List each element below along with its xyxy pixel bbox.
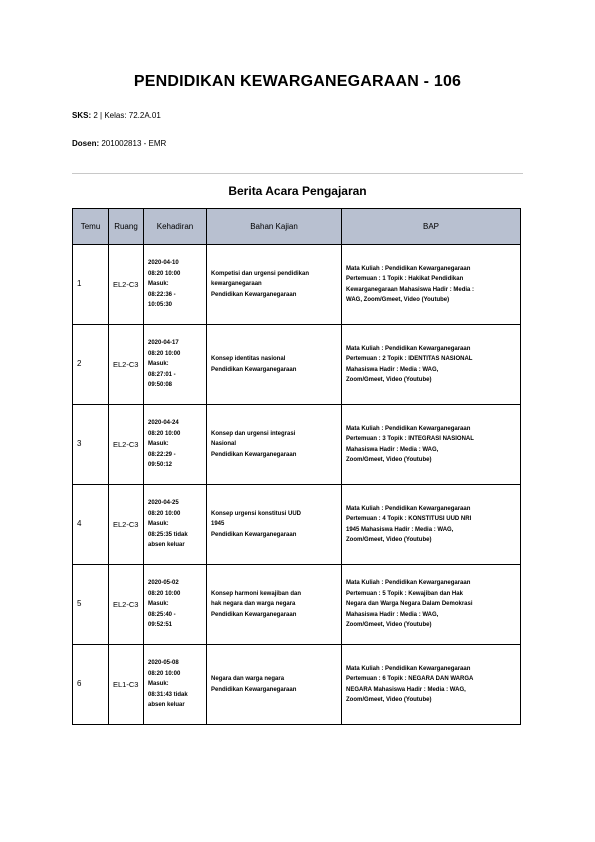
temu-cell: 6 (73, 645, 109, 725)
bahan-kajian-line: Pendidikan Kewarganegaraan (211, 451, 297, 458)
kehadiran-line: absen keluar (148, 702, 185, 709)
bap-line: Kewarganegaraan Mahasiswa Hadir : Media : (346, 286, 475, 293)
bahan-kajian-line: Pendidikan Kewarganegaraan (211, 686, 297, 693)
kehadiran-line: 2020-04-25 (148, 500, 179, 507)
temu-cell: 1 (73, 245, 109, 325)
kehadiran-line: 08:25:35 tidak (148, 531, 188, 538)
header-temu: Temu (73, 209, 109, 245)
bap-line: Pertemuan : 2 Topik : IDENTITAS NASIONAL (346, 356, 473, 362)
bahan-kajian-line: Konsep identitas nasional (211, 356, 286, 362)
sks-kelas-info (72, 111, 161, 120)
sks-label: SKS: (72, 111, 92, 120)
table-row (73, 245, 521, 325)
sks-kelas-value: 2 | Kelas: 72.2A.01 (91, 111, 161, 120)
bahan-kajian-line: 1945 (211, 521, 225, 528)
bahan-kajian-cell (207, 645, 342, 725)
bap-line: Mahasiswa Hadir : Media : WAG, (346, 446, 439, 453)
kehadiran-cell (144, 405, 207, 485)
bap-line: Pertemuan : 3 Topik : INTEGRASI NASIONAL (346, 436, 474, 442)
kehadiran-line: 08:25:40 - (148, 611, 176, 618)
bahan-kajian-line: Konsep urgensi konstitusi UUD (211, 510, 302, 517)
bap-line: Negara dan Warga Negara Dalam Demokrasi (346, 601, 473, 608)
page-title: PENDIDIKAN KEWARGANEGARAAN - 106 (133, 73, 462, 90)
bahan-kajian-line: Pendidikan Kewarganegaraan (211, 291, 297, 298)
kehadiran-line: Masuk: (148, 281, 169, 288)
bap-line: 1945 Mahasiswa Hadir : Media : WAG, (346, 526, 454, 533)
bap-line: Zoom/Gmeet, Video (Youtube) (346, 697, 432, 703)
header-ruang: Ruang (109, 209, 144, 245)
table-row (73, 405, 521, 485)
ruang-cell: EL2-C3 (109, 245, 144, 325)
bahan-kajian-cell (207, 245, 342, 325)
bap-line: Mata Kuliah : Pendidikan Kewarganegaraan (346, 580, 471, 587)
kehadiran-cell (144, 325, 207, 405)
kehadiran-line: Masuk: (148, 601, 169, 608)
temu-cell: 4 (73, 485, 109, 565)
kehadiran-line: 08:27:01 - (148, 371, 176, 378)
bahan-kajian-line: Kompetisi dan urgensi pendidikan (211, 270, 310, 277)
bap-line: Pertemuan : 6 Topik : NEGARA DAN WARGA (346, 676, 474, 682)
dosen-label: Dosen: (72, 139, 100, 148)
header-bap: BAP (342, 209, 521, 245)
temu-cell: 3 (73, 405, 109, 485)
kehadiran-line: 08:20 10:00 (148, 350, 181, 357)
bap-cell (342, 645, 521, 725)
temu-cell: 5 (73, 565, 109, 645)
kehadiran-line: 08:20 10:00 (148, 670, 181, 677)
bap-line: Mata Kuliah : Pendidikan Kewarganegaraan (346, 425, 471, 432)
bahan-kajian-line: hak negara dan warga negara (211, 601, 296, 608)
kehadiran-line: 2020-04-24 (148, 420, 179, 427)
bap-cell (342, 485, 521, 565)
bap-line: Pertemuan : 5 Topik : Kewajiban dan Hak (346, 590, 463, 597)
dosen-value: 201002813 - EMR (99, 139, 167, 148)
kehadiran-line: 2020-05-02 (148, 580, 179, 587)
bap-line: Mata Kuliah : Pendidikan Kewarganegaraan (346, 345, 471, 352)
kehadiran-line: 08:20 10:00 (148, 510, 181, 517)
bahan-kajian-line: Konsep harmoni kewajiban dan (211, 590, 302, 597)
kehadiran-line: 09:50:12 (148, 462, 173, 469)
bahan-kajian-line: kewarganegaraan (211, 281, 262, 288)
bahan-kajian-line: Pendidikan Kewarganegaraan (211, 366, 297, 373)
bahan-kajian-line: Konsep dan urgensi integrasi (211, 430, 296, 437)
dosen-info (72, 139, 166, 148)
bap-cell (342, 325, 521, 405)
kehadiran-line: 08:20 10:00 (148, 590, 181, 597)
kehadiran-line: 08:22:36 - (148, 291, 176, 298)
kehadiran-line: 2020-04-17 (148, 340, 179, 347)
kehadiran-line: 2020-04-10 (148, 260, 179, 267)
bap-line: Mahasiswa Hadir : Media : WAG, (346, 366, 439, 373)
ruang-cell: EL2-C3 (109, 485, 144, 565)
bap-line: Mata Kuliah : Pendidikan Kewarganegaraan (346, 505, 471, 512)
bap-line: Pertemuan : 1 Topik : Hakikat Pendidikan (346, 276, 464, 282)
bap-line: Zoom/Gmeet, Video (Youtube) (346, 457, 432, 463)
ruang-cell: EL1-C3 (109, 645, 144, 725)
kehadiran-line: Masuk: (148, 361, 169, 368)
header-bahan-kajian: Bahan Kajian (207, 209, 342, 245)
table-row (73, 645, 521, 725)
bap-line: Zoom/Gmeet, Video (Youtube) (346, 537, 432, 543)
table-row (73, 485, 521, 565)
bap-line: NEGARA Mahasiswa Hadir : Media : WAG, (346, 686, 466, 693)
ruang-cell: EL2-C3 (109, 325, 144, 405)
temu-cell: 2 (73, 325, 109, 405)
bap-cell (342, 405, 521, 485)
kehadiran-cell (144, 645, 207, 725)
bahan-kajian-cell (207, 405, 342, 485)
bahan-kajian-cell (207, 485, 342, 565)
kehadiran-line: 08:31:43 tidak (148, 691, 188, 698)
kehadiran-line: absen keluar (148, 542, 185, 549)
divider (72, 173, 523, 174)
bap-table (72, 208, 521, 725)
table-body (73, 245, 521, 725)
kehadiran-cell (144, 245, 207, 325)
table-row (73, 565, 521, 645)
ruang-cell: EL2-C3 (109, 405, 144, 485)
bap-line: WAG, Zoom/Gmeet, Video (Youtube) (346, 297, 450, 303)
table-row (73, 325, 521, 405)
ruang-cell: EL2-C3 (109, 565, 144, 645)
kehadiran-line: 08:22:29 - (148, 451, 176, 458)
bap-line: Mata Kuliah : Pendidikan Kewarganegaraan (346, 265, 471, 272)
kehadiran-line: 08:20 10:00 (148, 270, 181, 277)
kehadiran-line: Masuk: (148, 521, 169, 528)
table-header-row (73, 209, 521, 245)
bahan-kajian-line: Pendidikan Kewarganegaraan (211, 611, 297, 618)
bap-cell (342, 565, 521, 645)
kehadiran-line: 10:05:30 (148, 302, 173, 309)
kehadiran-line: Masuk: (148, 441, 169, 448)
kehadiran-cell (144, 485, 207, 565)
bap-cell (342, 245, 521, 325)
bap-line: Zoom/Gmeet, Video (Youtube) (346, 622, 432, 629)
header-kehadiran: Kehadiran (144, 209, 207, 245)
section-title: Berita Acara Pengajaran (228, 184, 367, 198)
kehadiran-cell (144, 565, 207, 645)
kehadiran-line: 09:52:51 (148, 622, 173, 629)
bahan-kajian-cell (207, 325, 342, 405)
kehadiran-line: 08:20 10:00 (148, 430, 181, 437)
bap-line: Mata Kuliah : Pendidikan Kewarganegaraan (346, 665, 471, 672)
kehadiran-line: Masuk: (148, 681, 169, 688)
bahan-kajian-line: Nasional (211, 441, 237, 448)
bahan-kajian-line: Negara dan warga negara (211, 676, 285, 682)
bahan-kajian-line: Pendidikan Kewarganegaraan (211, 531, 297, 538)
bap-line: Pertemuan : 4 Topik : KONSTITUSI UUD NRI (346, 516, 472, 522)
bap-line: Zoom/Gmeet, Video (Youtube) (346, 377, 432, 383)
bap-line: Mahasiswa Hadir : Media : WAG, (346, 611, 439, 618)
bahan-kajian-cell (207, 565, 342, 645)
kehadiran-line: 2020-05-08 (148, 660, 179, 667)
kehadiran-line: 09:50:08 (148, 382, 173, 389)
